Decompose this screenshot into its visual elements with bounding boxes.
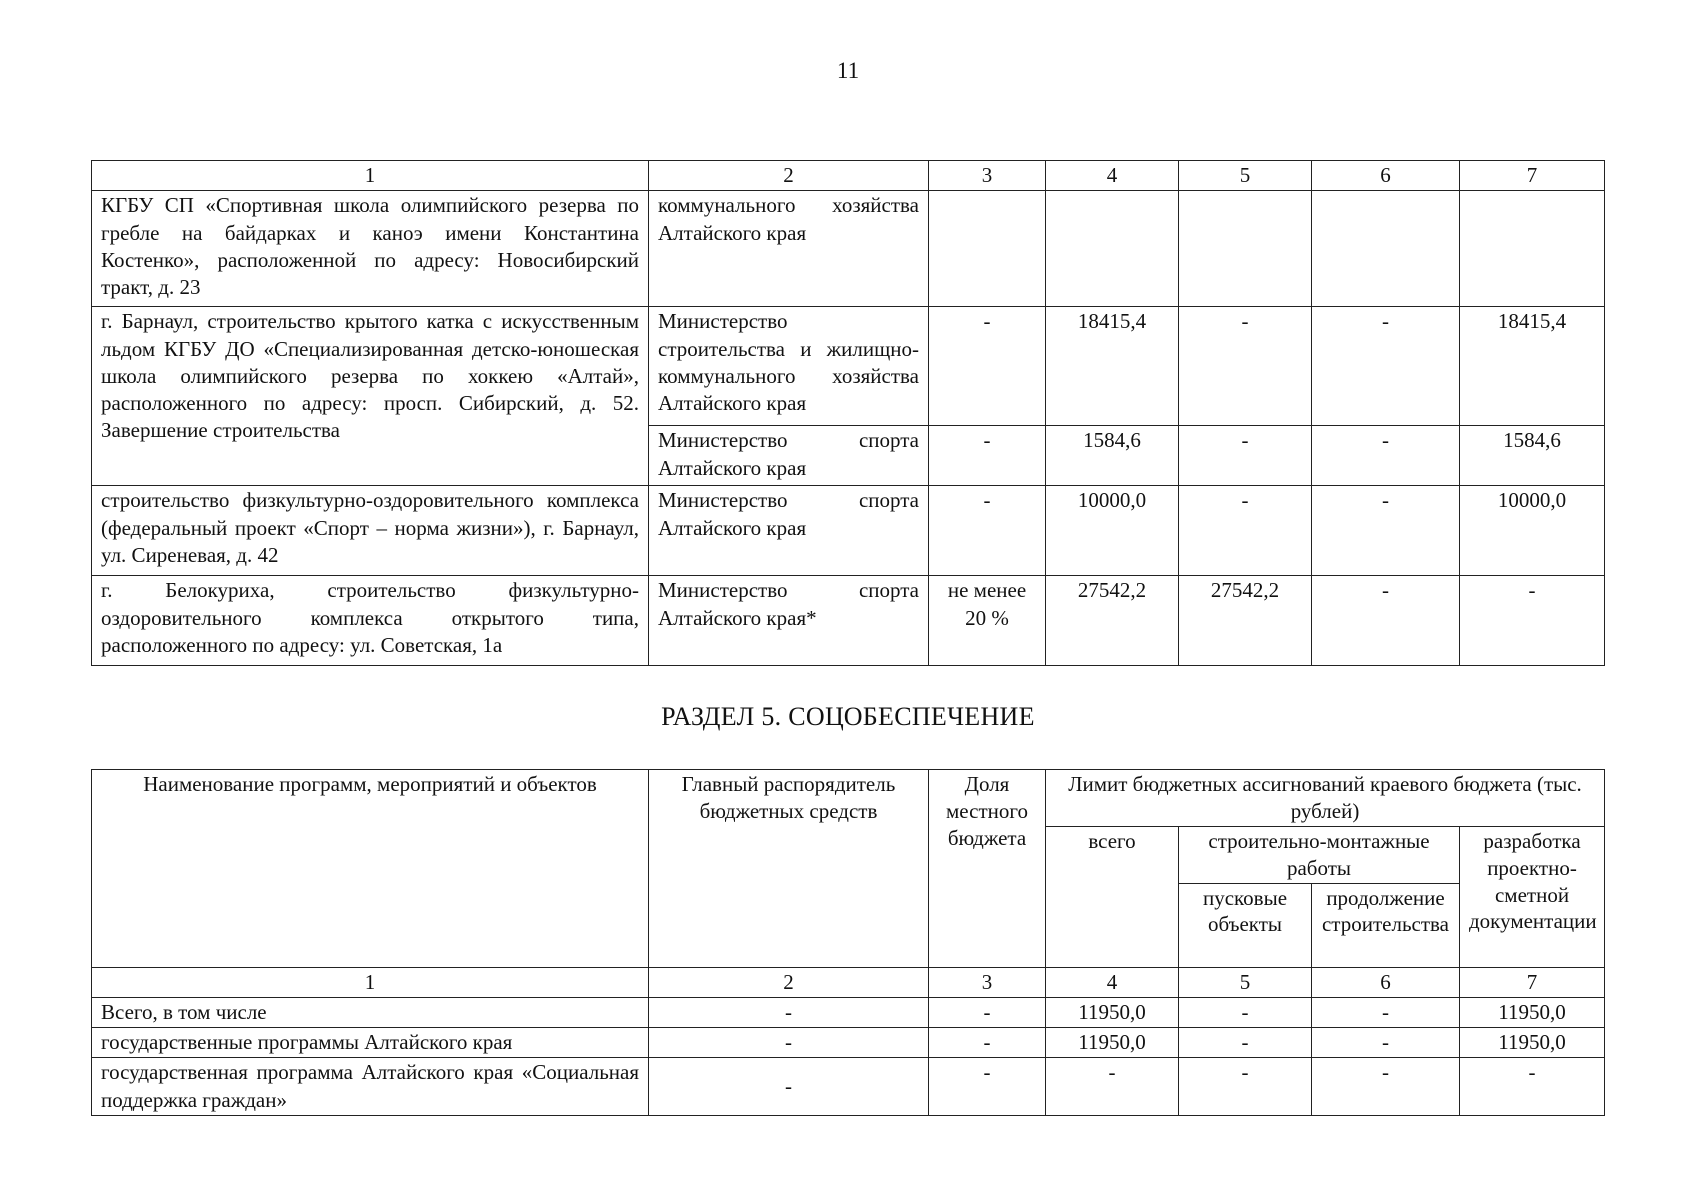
local-share: -	[929, 997, 1046, 1027]
header-name: Наименование программ, мероприятий и объектов	[92, 770, 649, 968]
total-value: 11950,0	[1046, 997, 1179, 1027]
continuation-value: -	[1312, 486, 1460, 576]
local-share: -	[929, 1028, 1046, 1058]
local-share: не менее 20 %	[929, 576, 1046, 666]
header-row	[92, 770, 1605, 827]
header-continuation: продолжение строительства	[1312, 883, 1460, 967]
object-name: строительство физкультурно-оздоровительного комплекса (федеральный проект «Спорт – норма жизни»), г. Барнаул, ул. Сиреневая, д. 42	[92, 486, 649, 576]
design-value: 18415,4	[1460, 307, 1605, 426]
administrator: коммунального хозяйства Алтайского края	[649, 191, 929, 307]
column-number-row	[92, 161, 1605, 191]
column-number: 5	[1179, 967, 1312, 997]
continuation-value: -	[1312, 307, 1460, 426]
administrator: -	[649, 997, 929, 1027]
column-number: 7	[1460, 161, 1605, 191]
table-row	[92, 191, 1605, 307]
total-value: -	[1046, 1058, 1179, 1116]
column-number-row	[92, 967, 1605, 997]
design-value: 11950,0	[1460, 997, 1605, 1027]
header-total: всего	[1046, 826, 1179, 967]
object-name: г. Белокуриха, строительство физкультурно-оздоровительного комплекса открытого типа, расположенного по адресу: ул. Советская, 1а	[92, 576, 649, 666]
column-number: 3	[929, 161, 1046, 191]
design-value: 10000,0	[1460, 486, 1605, 576]
table-row	[92, 307, 1605, 426]
total-value: 1584,6	[1046, 426, 1179, 486]
section-title: РАЗДЕЛ 5. СОЦОБЕСПЕЧЕНИЕ	[661, 702, 1035, 731]
administrator: Министерство спорта Алтайского края	[649, 486, 929, 576]
local-share: -	[929, 486, 1046, 576]
column-number: 6	[1312, 161, 1460, 191]
column-number: 5	[1179, 161, 1312, 191]
launch-value: -	[1179, 1028, 1312, 1058]
table-row	[92, 1028, 1605, 1058]
continuation-value: -	[1312, 576, 1460, 666]
table-row	[92, 997, 1605, 1027]
administrator: -	[649, 1028, 929, 1058]
column-number: 7	[1460, 967, 1605, 997]
launch-value: 27542,2	[1179, 576, 1312, 666]
table-row	[92, 1058, 1605, 1116]
continuation-value	[1312, 191, 1460, 307]
object-name: КГБУ СП «Спортивная школа олимпийского резерва по гребле на байдарках и каноэ имени Константина Костенко», расположенной по адресу: Новосибирский тракт, д. 23	[92, 191, 649, 307]
administrator: Министерство строительства и жилищно-коммунального хозяйства Алтайского края	[649, 307, 929, 426]
launch-value: -	[1179, 486, 1312, 576]
table-row	[92, 486, 1605, 576]
column-number: 2	[649, 967, 929, 997]
launch-value: -	[1179, 426, 1312, 486]
design-value: 11950,0	[1460, 1028, 1605, 1058]
table-row	[92, 576, 1605, 666]
column-number: 6	[1312, 967, 1460, 997]
total-value: 18415,4	[1046, 307, 1179, 426]
local-share: -	[929, 426, 1046, 486]
design-value: -	[1460, 576, 1605, 666]
header-local-share: Доля местного бюджета	[929, 770, 1046, 968]
header-construction: строительно-монтажные работы	[1179, 826, 1460, 883]
total-value: 11950,0	[1046, 1028, 1179, 1058]
launch-value: -	[1179, 1058, 1312, 1116]
page-number: 11	[836, 58, 860, 83]
administrator: Министерство спорта Алтайского края	[649, 426, 929, 486]
design-value: 1584,6	[1460, 426, 1605, 486]
column-number: 1	[92, 161, 649, 191]
column-number: 4	[1046, 161, 1179, 191]
local-share	[929, 191, 1046, 307]
column-number: 2	[649, 161, 929, 191]
administrator: Министерство спорта Алтайского края*	[649, 576, 929, 666]
continuation-value: -	[1312, 1058, 1460, 1116]
local-share: -	[929, 1058, 1046, 1116]
program-name: государственная программа Алтайского края «Социальная поддержка граждан»	[92, 1058, 649, 1116]
header-administrator: Главный распорядитель бюджетных средств	[649, 770, 929, 968]
launch-value: -	[1179, 997, 1312, 1027]
launch-value: -	[1179, 307, 1312, 426]
launch-value	[1179, 191, 1312, 307]
continuation-value: -	[1312, 1028, 1460, 1058]
column-number: 4	[1046, 967, 1179, 997]
column-number: 1	[92, 967, 649, 997]
continuation-value: -	[1312, 997, 1460, 1027]
object-name: г. Барнаул, строительство крытого катка с искусственным льдом КГБУ ДО «Специализированная детско-юношеская школа олимпийского резерва по хоккею «Алтай», расположенного по адресу: просп. Сибирский, д. 52. Завершение строительства	[92, 307, 649, 486]
local-share: -	[929, 307, 1046, 426]
administrator: -	[649, 1058, 929, 1116]
header-design: разработка проектно-сметной документации	[1460, 826, 1605, 967]
header-launch: пусковые объекты	[1179, 883, 1312, 967]
total-value: 27542,2	[1046, 576, 1179, 666]
design-value: -	[1460, 1058, 1605, 1116]
column-number: 3	[929, 967, 1046, 997]
social-security-budget-table	[91, 769, 1605, 1116]
budget-table-continuation	[91, 160, 1605, 666]
design-value	[1460, 191, 1605, 307]
header-limit: Лимит бюджетных ассигнований краевого бюджета (тыс. рублей)	[1046, 770, 1605, 827]
continuation-value: -	[1312, 426, 1460, 486]
program-name: государственные программы Алтайского края	[92, 1028, 649, 1058]
total-value	[1046, 191, 1179, 307]
program-name: Всего, в том числе	[92, 997, 649, 1027]
total-value: 10000,0	[1046, 486, 1179, 576]
